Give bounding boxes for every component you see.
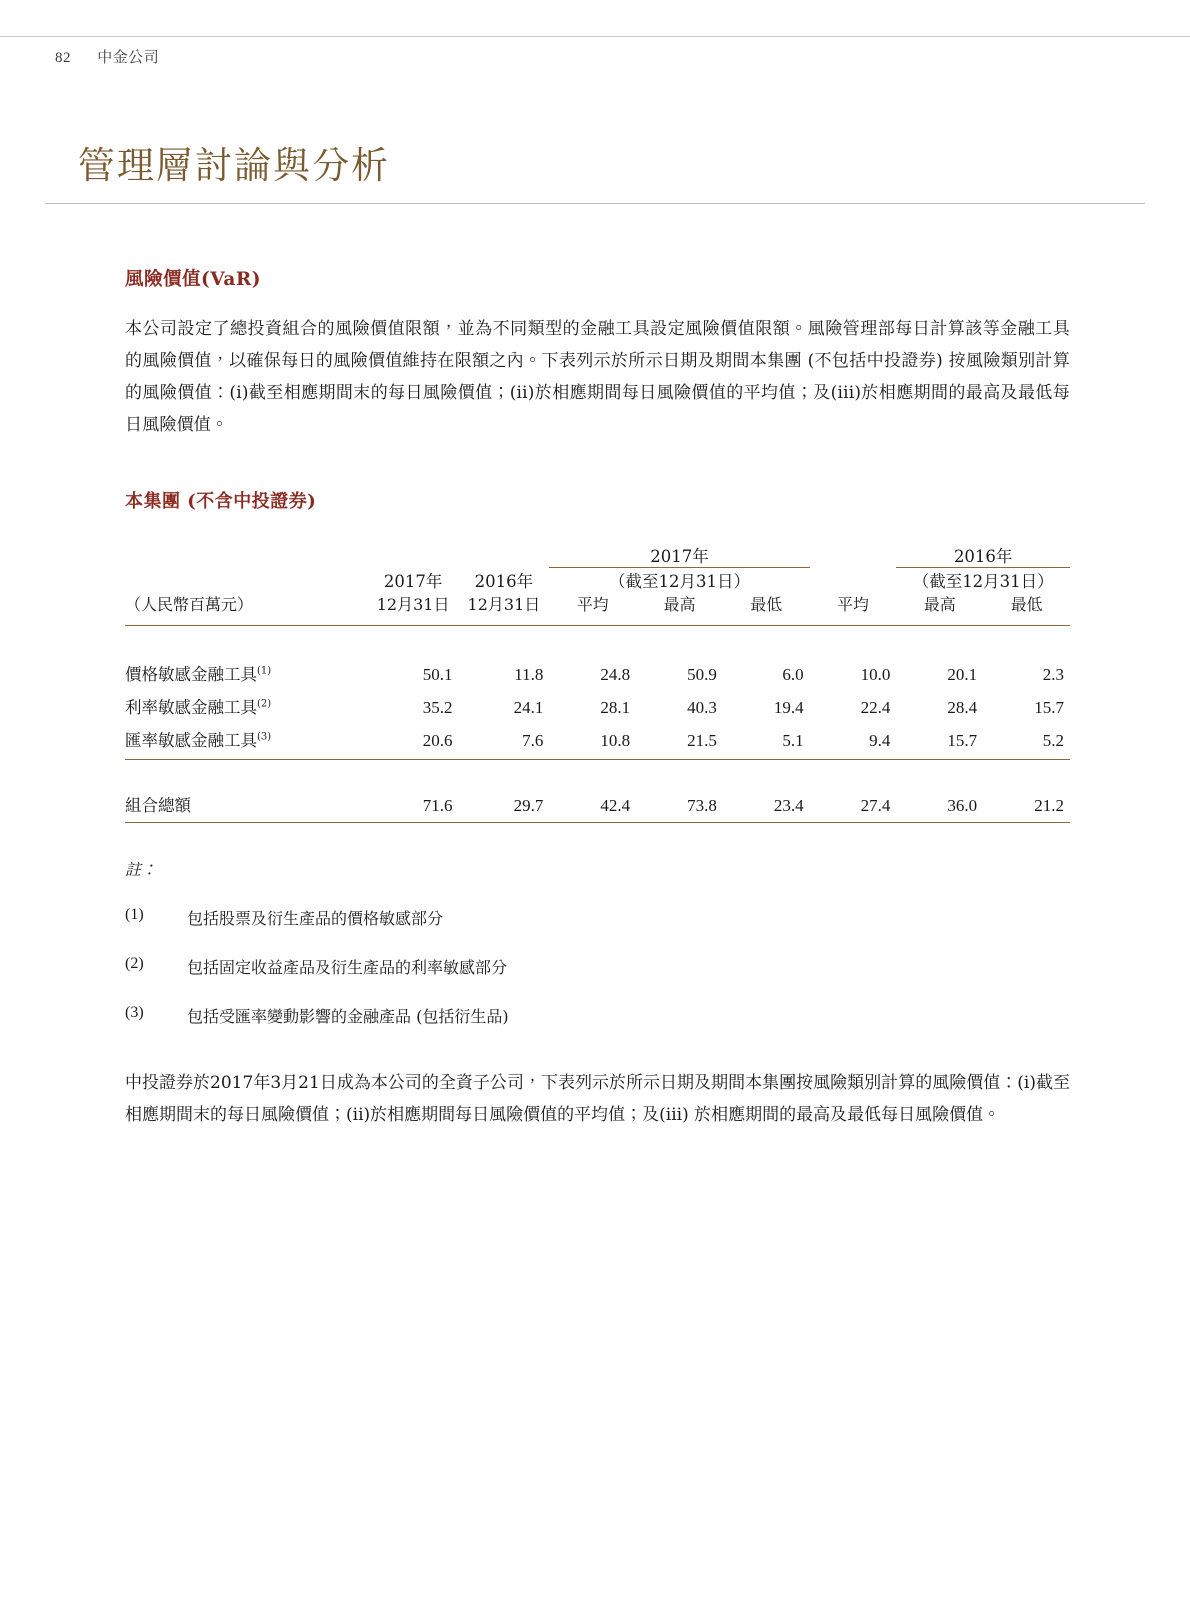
section-heading: 風險價值(VaR)	[125, 269, 262, 290]
cell: 15.7	[947, 731, 978, 750]
row-footnote: (1)	[257, 665, 272, 677]
note-text: 包括股票及衍生產品的價格敏感部分	[187, 909, 444, 928]
cell: 35.2	[422, 698, 453, 717]
cell: 19.4	[773, 698, 804, 717]
cell: 50.1	[422, 665, 453, 684]
note-item	[125, 906, 1070, 929]
total-cell: 27.4	[860, 796, 891, 815]
col-2017-line2: 12月31日	[376, 595, 450, 614]
row-label-text: 價格敏感金融工具	[125, 665, 257, 684]
table-total-row	[125, 782, 1070, 816]
note-text: 包括受匯率變動影響的金融產品 (包括衍生品)	[187, 1007, 509, 1026]
cell: 5.2	[1042, 731, 1064, 750]
page-number: 82	[55, 50, 71, 66]
cell: 11.8	[514, 665, 544, 684]
col-2017-min: 最低	[750, 595, 783, 614]
table-row	[125, 652, 1070, 685]
cell: 9.4	[869, 731, 891, 750]
row-footnote: (3)	[257, 731, 272, 743]
cell: 40.3	[687, 698, 717, 717]
table-header-row	[125, 592, 1070, 619]
note-item	[125, 1004, 1070, 1027]
table-row	[125, 685, 1070, 718]
col-2016-line1: 2016年	[474, 572, 534, 591]
total-cell: 29.7	[513, 796, 544, 815]
total-cell: 71.6	[422, 796, 453, 815]
group-header-2016: 2016年	[896, 543, 1070, 568]
cell: 28.1	[600, 698, 631, 717]
note-index: (3)	[125, 1004, 144, 1021]
cell: 28.4	[947, 698, 978, 717]
total-cell: 36.0	[947, 796, 978, 815]
note-text: 包括固定收益產品及衍生產品的利率敏感部分	[187, 958, 508, 977]
notes-label: 註：	[125, 860, 158, 879]
intro-paragraph: 本公司設定了總投資組合的風險價值限額，並為不同類型的金融工具設定風險價值限額。風險管理部每日計算該等金融工具的風險價值，以確保每日的風險價值維持在限額之內。下表列示於所示日期及期間本集團 (不包括中投證券) 按風險類別計算的風險價值：(i)截至相應期間末的每日風險價值；(ii)於相應期間每日風險價值的平均值；及(iii)於相應期間的最高及最低每日風險價值。	[125, 319, 1070, 435]
table-spacer	[125, 760, 1070, 783]
cell: 24.1	[513, 698, 544, 717]
header-divider	[0, 36, 1190, 37]
row-label	[125, 652, 368, 685]
col-2016-avg: 平均	[837, 595, 870, 614]
total-cell: 21.2	[1034, 796, 1064, 815]
cell: 10.8	[600, 731, 631, 750]
note-item	[125, 955, 1070, 978]
table-group-header-row	[125, 543, 1070, 568]
row-label-text: 利率敏感金融工具	[125, 698, 257, 717]
total-cell: 73.8	[687, 796, 717, 815]
cell: 7.6	[522, 731, 544, 750]
table-caption: 本集團 (不含中投證券)	[125, 491, 317, 512]
total-cell: 23.4	[773, 796, 804, 815]
cell: 20.1	[947, 665, 978, 684]
cell: 50.9	[687, 665, 717, 684]
company-name: 中金公司	[97, 48, 160, 66]
cell: 15.7	[1034, 698, 1064, 717]
table-row	[125, 718, 1070, 751]
main-content	[125, 265, 1070, 1131]
unit-label: （人民幣百萬元）	[125, 595, 254, 614]
cell: 20.6	[422, 731, 453, 750]
table-group-sub-row	[125, 568, 1070, 593]
cell: 21.5	[687, 731, 717, 750]
page-header	[55, 46, 159, 67]
page-title: 管理層討論與分析	[78, 144, 390, 187]
cell: 24.8	[600, 665, 631, 684]
table-bottom-rule	[125, 816, 1070, 823]
table-subtotal-rule	[125, 751, 1070, 760]
cell: 10.0	[860, 665, 891, 684]
note-index: (1)	[125, 906, 144, 923]
cell: 22.4	[860, 698, 891, 717]
col-2017-line1: 2017年	[383, 572, 443, 591]
table-spacer	[125, 626, 1070, 653]
closing-paragraph: 中投證券於2017年3月21日成為本公司的全資子公司，下表列示於所示日期及期間本集團按風險類別計算的風險價值：(i)截至相應期間末的每日風險價值；(ii)於相應期間每日風險價值的平均值；及(iii) 於相應期間的最高及最低每日風險價值。	[125, 1073, 1070, 1125]
cell: 2.3	[1042, 665, 1064, 684]
row-label	[125, 685, 368, 718]
cell: 5.1	[782, 731, 804, 750]
title-divider	[45, 203, 1145, 204]
cell: 6.0	[782, 665, 804, 684]
group-sub-2017: （截至12月31日）	[608, 572, 750, 591]
col-2016-max: 最高	[923, 595, 956, 614]
group-header-2017: 2017年	[549, 543, 809, 568]
col-2017-avg: 平均	[576, 595, 609, 614]
group-sub-2016: （截至12月31日）	[912, 572, 1054, 591]
col-2016-line2: 12月31日	[467, 595, 541, 614]
total-label: 組合總額	[125, 796, 191, 815]
note-index: (2)	[125, 955, 144, 972]
total-cell: 42.4	[600, 796, 631, 815]
row-label	[125, 718, 368, 751]
var-table	[125, 543, 1070, 823]
row-footnote: (2)	[257, 698, 272, 710]
col-2017-max: 最高	[663, 595, 696, 614]
col-2016-min: 最低	[1010, 595, 1043, 614]
row-label-text: 匯率敏感金融工具	[125, 731, 257, 750]
